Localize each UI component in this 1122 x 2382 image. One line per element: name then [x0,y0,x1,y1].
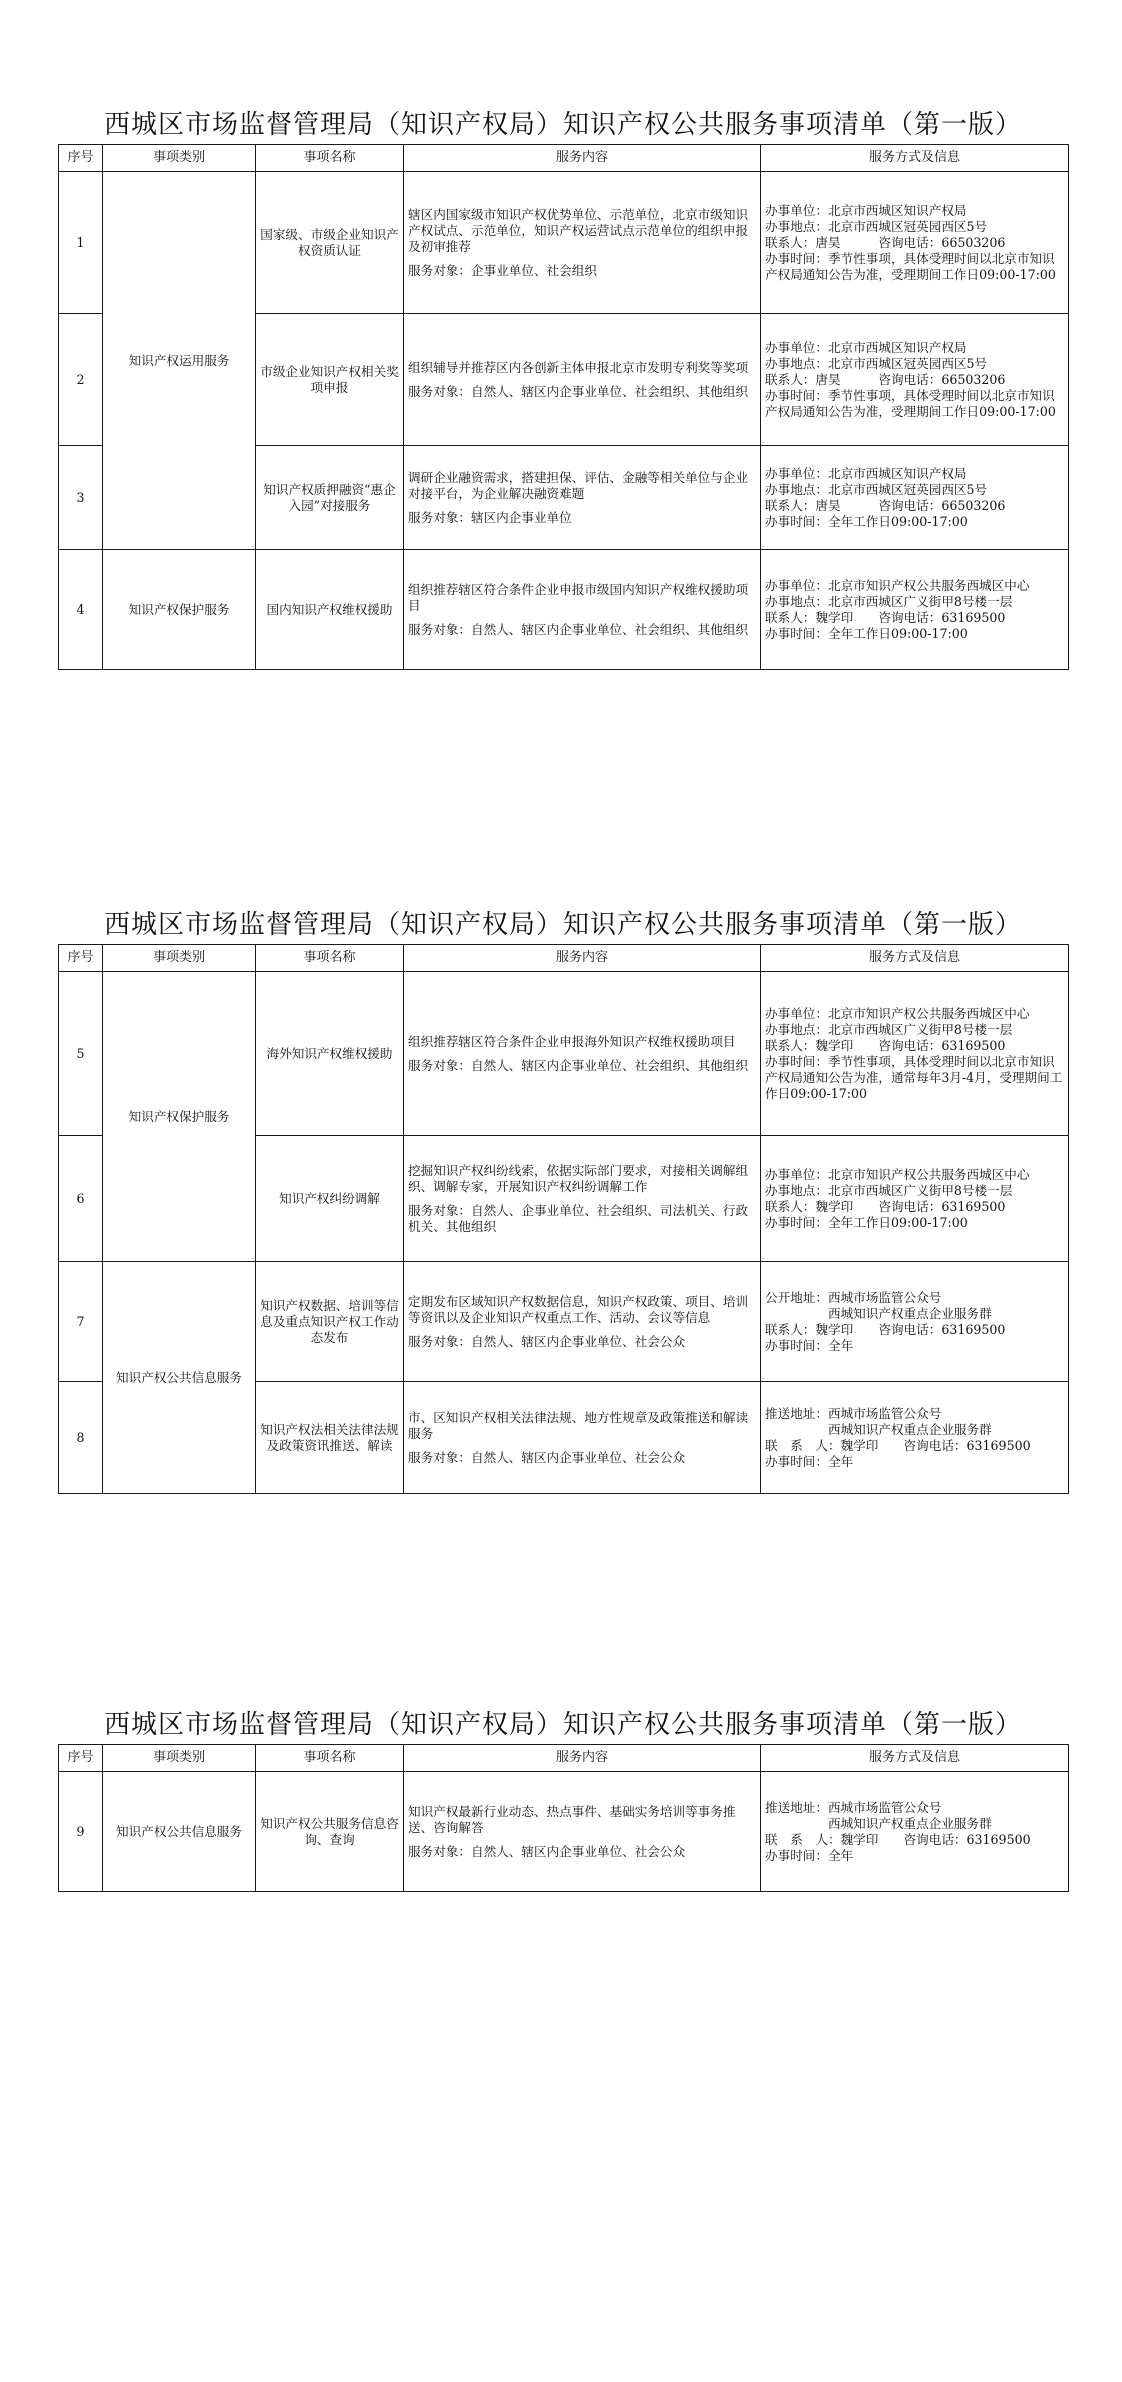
row-category: 知识产权公共信息服务 [103,1262,256,1494]
header-content: 服务内容 [404,945,761,972]
info-line: 联系人：唐昊 咨询电话：66503206 [765,234,1006,250]
content-desc: 挖掘知识产权纠纷线索，依据实际部门要求，对接相关调解组织、调解专家，开展知识产权纠纷调解工作 [408,1162,749,1194]
row-name: 国家级、市级企业知识产权资质认证 [256,172,404,314]
info-line: 办事时间：全年 [765,1337,854,1353]
row-name: 知识产权公共服务信息咨询、查询 [256,1772,404,1892]
content-target: 服务对象：自然人、辖区内企事业单位、社会组织、其他组织 [408,621,749,637]
table-header-row [59,1745,1069,1772]
row-seq: 1 [59,172,103,314]
info-line: 西城知识产权重点企业服务群 [765,1815,992,1831]
header-info: 服务方式及信息 [761,145,1069,172]
row-seq: 2 [59,314,103,446]
content-target: 服务对象：自然人、辖区内企事业单位、社会组织、其他组织 [408,1057,749,1073]
info-line: 联系人：唐昊 咨询电话：66503206 [765,371,1006,387]
info-line: 联 系 人：魏学印 咨询电话：63169500 [765,1437,1031,1453]
row-content [404,1262,761,1382]
content-desc: 知识产权最新行业动态、热点事件、基础实务培训等事务推送、咨询解答 [408,1803,736,1835]
content-target: 服务对象：自然人、辖区内企事业单位、社会组织、其他组织 [408,383,749,399]
table-row [59,172,1069,314]
content-desc: 定期发布区域知识产权数据信息，知识产权政策、项目、培训等资讯以及企业知识产权重点工作、活动、会议等信息 [408,1293,749,1325]
row-content [404,972,761,1136]
info-line: 办事地点：北京市西城区冠英园西区5号 [765,481,988,497]
info-line: 办事地点：北京市西城区冠英园西区5号 [765,218,988,234]
row-seq: 6 [59,1136,103,1262]
info-line: 联系人：魏学印 咨询电话：63169500 [765,1198,1006,1214]
row-info [761,1262,1069,1382]
info-line: 办事单位：北京市西城区知识产权局 [765,465,967,481]
row-name: 海外知识产权维权援助 [256,972,404,1136]
content-desc: 辖区内国家级市知识产权优势单位、示范单位，北京市级知识产权试点、示范单位，知识产权运营试点示范单位的组织申报及初审推荐 [408,206,749,254]
row-info [761,1136,1069,1262]
info-line: 办事时间：季节性事项，具体受理时间以北京市知识产权局通知公告为准，受理期间工作日09:00-17:00 [765,250,1056,282]
row-info [761,446,1069,550]
info-line: 办事时间：全年工作日09:00-17:00 [765,1214,968,1230]
info-line: 办事地点：北京市西城区冠英园西区5号 [765,355,988,371]
content-desc: 组织推荐辖区符合条件企业申报市级国内知识产权维权援助项目 [408,581,749,613]
row-info [761,972,1069,1136]
info-line: 推送地址：西城市场监管公众号 [765,1799,942,1815]
info-line: 联系人：魏学印 咨询电话：63169500 [765,609,1006,625]
info-line: 办事时间：全年工作日09:00-17:00 [765,625,968,641]
info-line: 西城知识产权重点企业服务群 [765,1421,992,1437]
row-info [761,172,1069,314]
row-content [404,446,761,550]
row-info [761,1382,1069,1494]
row-name: 知识产权质押融资“惠企入园”对接服务 [256,446,404,550]
info-line: 办事单位：北京市知识产权公共服务西城区中心 [765,577,1030,593]
header-category: 事项类别 [103,1745,256,1772]
table-row [59,1772,1069,1892]
table-row [59,972,1069,1136]
header-name: 事项名称 [256,945,404,972]
content-desc: 调研企业融资需求，搭建担保、评估、金融等相关单位与企业对接平台，为企业解决融资难题 [408,469,749,501]
info-line: 办事地点：北京市西城区广义街甲8号楼一层 [765,1182,1013,1198]
header-seq: 序号 [59,945,103,972]
page-title: 西城区市场监督管理局（知识产权局）知识产权公共服务事项清单（第一版） [103,1710,1022,1740]
info-line: 西城知识产权重点企业服务群 [765,1305,992,1321]
row-content [404,550,761,670]
table-header-row [59,945,1069,972]
content-target: 服务对象：企事业单位、社会组织 [408,262,597,278]
content-target: 服务对象：自然人、辖区内企事业单位、社会公众 [408,1449,686,1465]
header-category: 事项类别 [103,945,256,972]
header-seq: 序号 [59,145,103,172]
row-info [761,314,1069,446]
content-target: 服务对象：自然人、辖区内企事业单位、社会公众 [408,1843,686,1859]
header-info: 服务方式及信息 [761,1745,1069,1772]
info-line: 办事单位：北京市知识产权公共服务西城区中心 [765,1166,1030,1182]
row-seq: 4 [59,550,103,670]
row-info [761,550,1069,670]
content-target: 服务对象：自然人、辖区内企事业单位、社会公众 [408,1333,686,1349]
info-line: 办事单位：北京市西城区知识产权局 [765,339,967,355]
row-category: 知识产权运用服务 [103,172,256,550]
row-info [761,1772,1069,1892]
header-name: 事项名称 [256,1745,404,1772]
info-line: 办事时间：季节性事项，具体受理时间以北京市知识产权局通知公告为准，受理期间工作日09:00-17:00 [765,387,1056,419]
row-category: 知识产权保护服务 [103,550,256,670]
service-table [58,144,1069,670]
info-line: 联系人：唐昊 咨询电话：66503206 [765,497,1006,513]
page-title: 西城区市场监督管理局（知识产权局）知识产权公共服务事项清单（第一版） [103,110,1022,140]
header-content: 服务内容 [404,145,761,172]
row-content [404,1136,761,1262]
row-name: 知识产权纠纷调解 [256,1136,404,1262]
content-desc: 组织推荐辖区符合条件企业申报海外知识产权维权援助项目 [408,1033,736,1049]
info-line: 办事地点：北京市西城区广义街甲8号楼一层 [765,593,1013,609]
content-target: 服务对象：辖区内企事业单位 [408,509,572,525]
header-seq: 序号 [59,1745,103,1772]
info-line: 办事时间：全年工作日09:00-17:00 [765,513,968,529]
info-line: 公开地址：西城市场监管公众号 [765,1289,942,1305]
header-category: 事项类别 [103,145,256,172]
row-seq: 8 [59,1382,103,1494]
info-line: 联 系 人：魏学印 咨询电话：63169500 [765,1831,1031,1847]
row-name: 国内知识产权维权援助 [256,550,404,670]
row-content [404,314,761,446]
header-info: 服务方式及信息 [761,945,1069,972]
header-content: 服务内容 [404,1745,761,1772]
info-line: 联系人：魏学印 咨询电话：63169500 [765,1037,1006,1053]
content-target: 服务对象：自然人、企事业单位、社会组织、司法机关、行政机关、其他组织 [408,1202,749,1234]
row-seq: 9 [59,1772,103,1892]
info-line: 办事单位：北京市西城区知识产权局 [765,202,967,218]
info-line: 办事时间：全年 [765,1453,854,1469]
info-line: 办事地点：北京市西城区广义街甲8号楼一层 [765,1021,1013,1037]
header-name: 事项名称 [256,145,404,172]
service-table [58,1744,1069,1892]
row-seq: 3 [59,446,103,550]
info-line: 联系人：魏学印 咨询电话：63169500 [765,1321,1006,1337]
row-seq: 7 [59,1262,103,1382]
row-content [404,1772,761,1892]
info-line: 推送地址：西城市场监管公众号 [765,1405,942,1421]
row-category: 知识产权保护服务 [103,972,256,1262]
info-line: 办事单位：北京市知识产权公共服务西城区中心 [765,1005,1030,1021]
info-line: 办事时间：全年 [765,1847,854,1863]
row-content [404,172,761,314]
info-line: 办事时间：季节性事项，具体受理时间以北京市知识产权局通知公告为准，通常每年3月-4月，受理期间工作日09:00-17:00 [765,1053,1063,1101]
service-table [58,944,1069,1494]
table-row [59,550,1069,670]
row-name: 知识产权数据、培训等信息及重点知识产权工作动态发布 [256,1262,404,1382]
row-content [404,1382,761,1494]
table-row [59,1262,1069,1382]
table-header-row [59,145,1069,172]
row-seq: 5 [59,972,103,1136]
row-name: 知识产权法相关法律法规及政策资讯推送、解读 [256,1382,404,1494]
content-desc: 市、区知识产权相关法律法规、地方性规章及政策推送和解读服务 [408,1409,749,1441]
row-category: 知识产权公共信息服务 [103,1772,256,1892]
page-title: 西城区市场监督管理局（知识产权局）知识产权公共服务事项清单（第一版） [103,910,1022,940]
content-desc: 组织辅导并推荐区内各创新主体申报北京市发明专利奖等奖项 [408,359,749,375]
row-name: 市级企业知识产权相关奖项申报 [256,314,404,446]
